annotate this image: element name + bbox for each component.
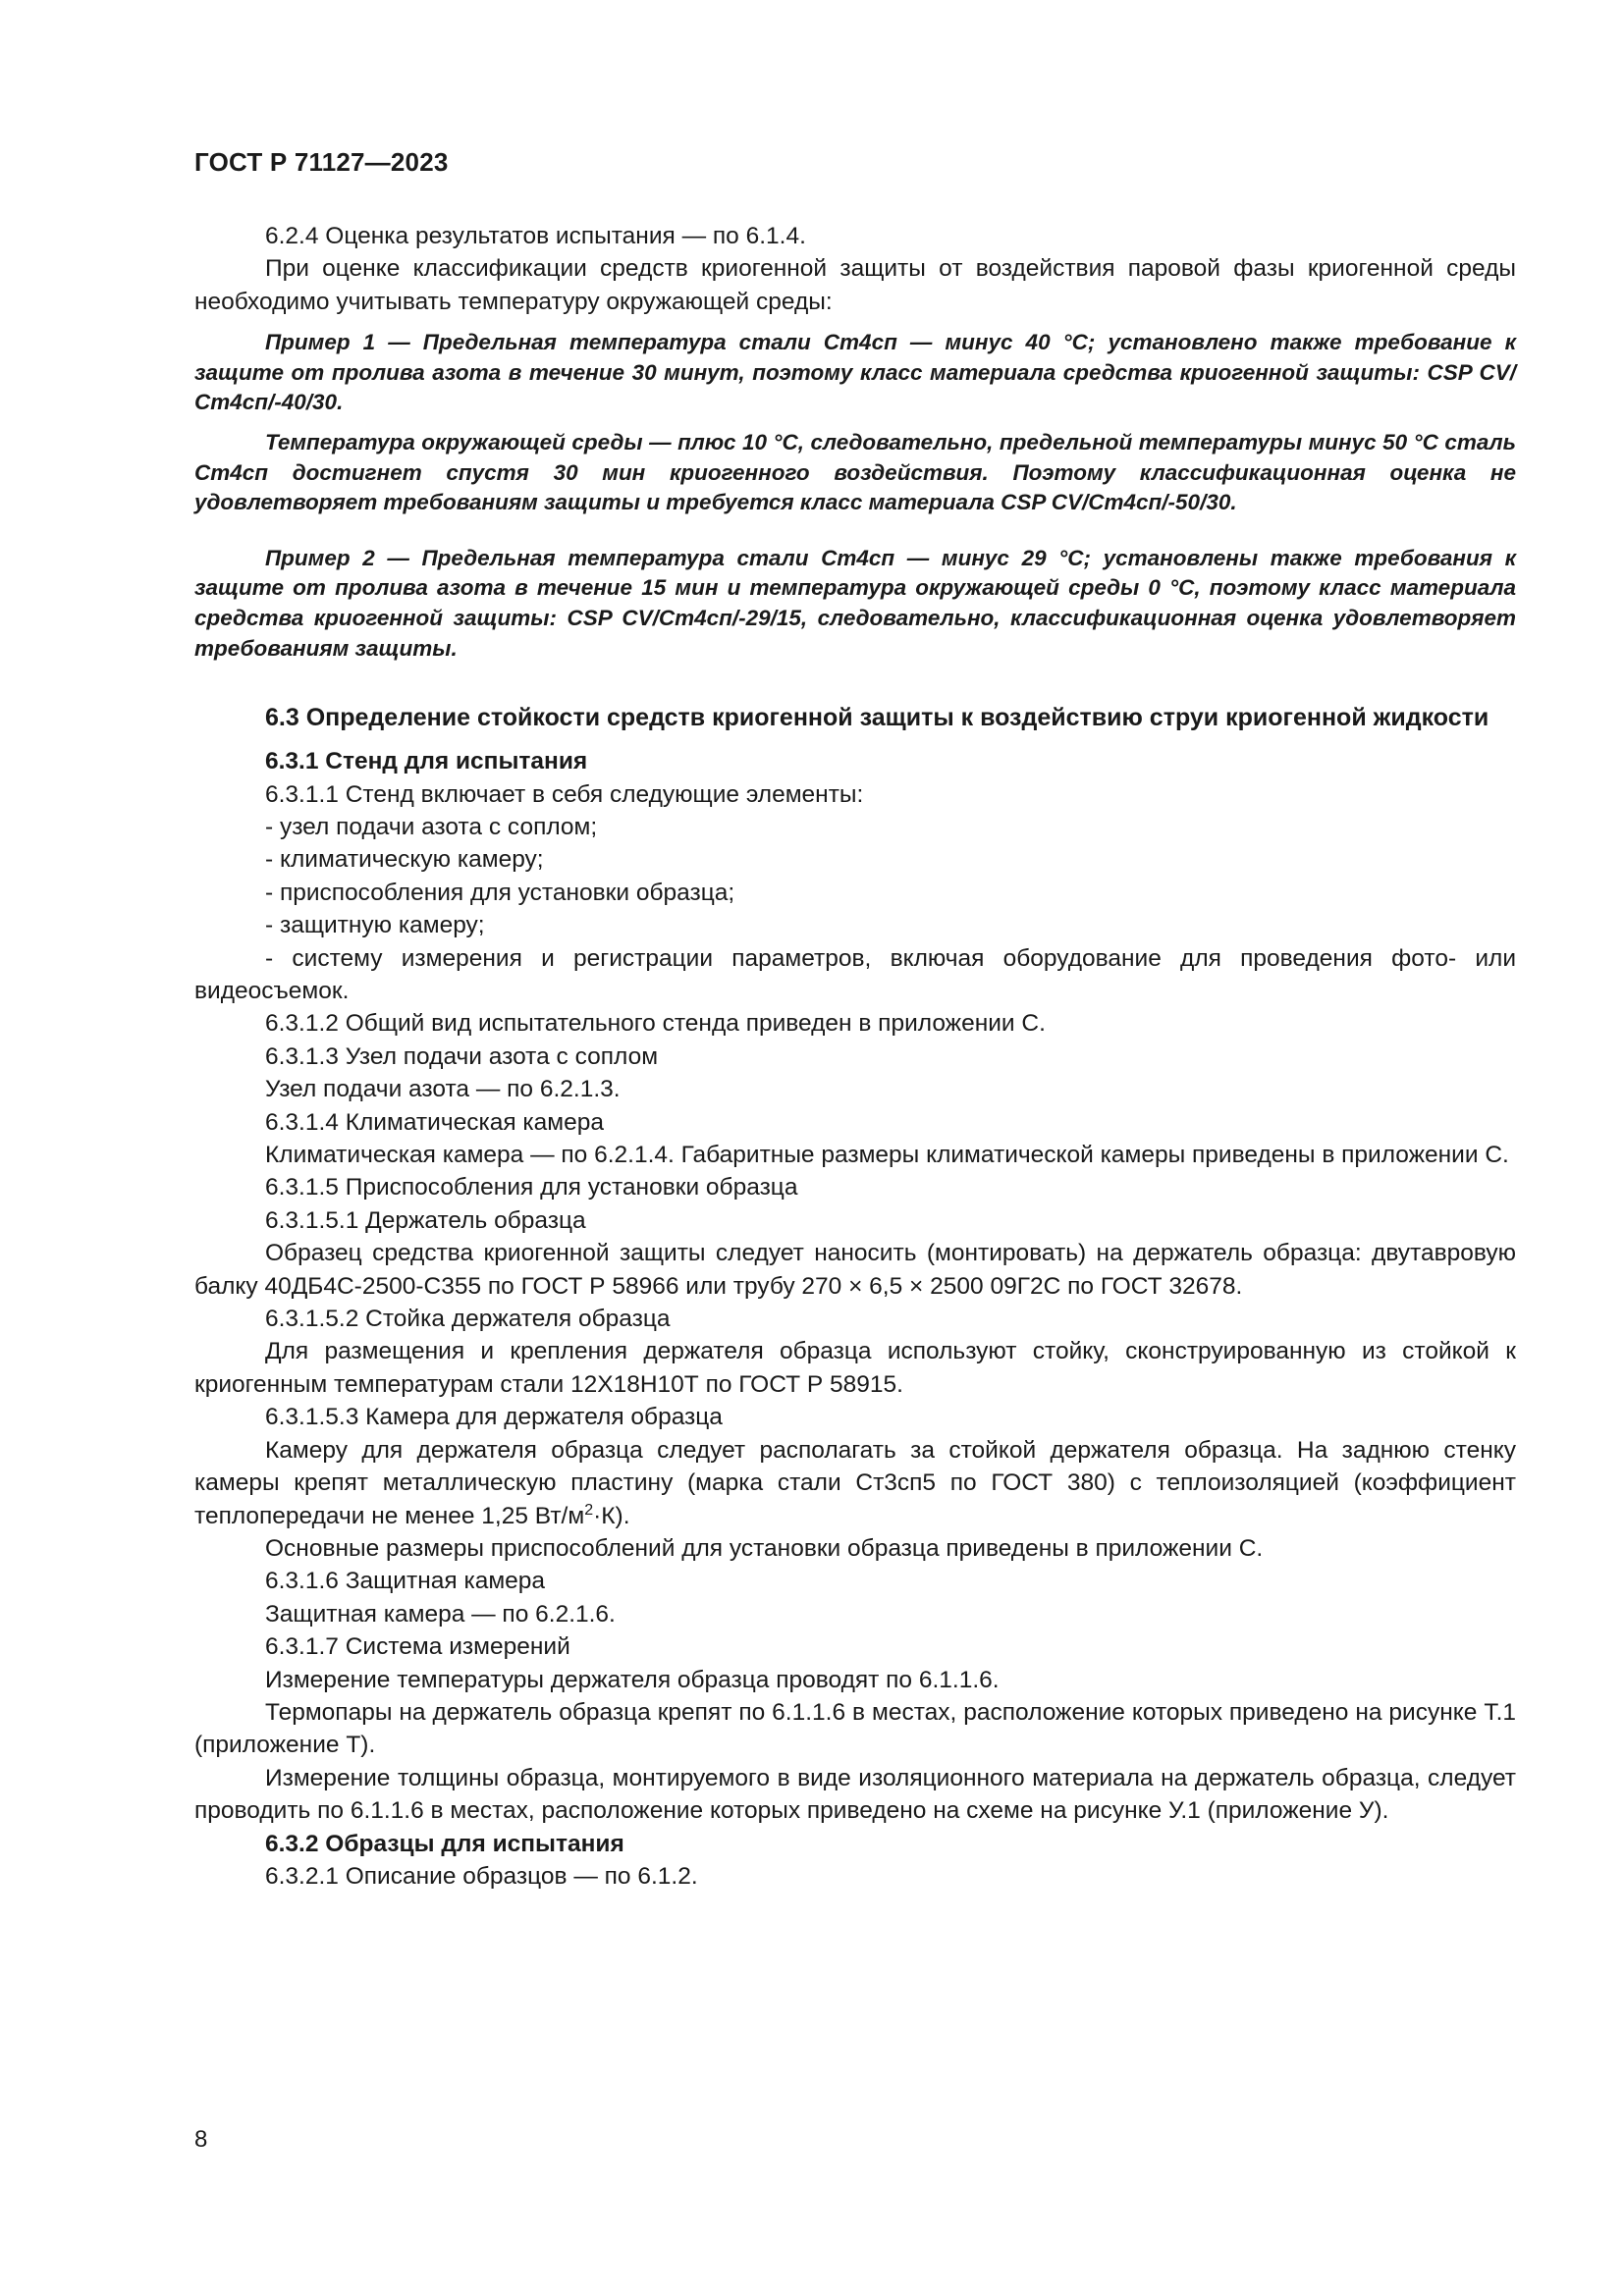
heading-6-3-2: 6.3.2 Образцы для испытания — [265, 1830, 624, 1857]
chamber-description-text: Камеру для держателя образца следует располагать за стойкой держателя образца. На заднюю стенку камеры крепят металлическую пластину (марка стали Ст3сп5 по ГОСТ 380) с теплоизоляцией (коэффициент теплопередачи не менее 1,25 Вт/м — [194, 1436, 1516, 1529]
clause-6-3-1-1: 6.3.1.1 Стенд включает в себя следующие элементы: — [265, 780, 864, 808]
classification-paragraph: При оценке классификации средств криогенной защиты от воздействия паровой фазы криогенной среды необходимо учитывать температуру окружающей среды: — [194, 255, 1516, 315]
climate-chamber-paragraph: Климатическая камера — по 6.2.1.4. Габаритные размеры климатической камеры приведены в приложении С. — [265, 1142, 1509, 1169]
protective-chamber-paragraph: Защитная камера — по 6.2.1.6. — [265, 1600, 616, 1628]
list-item: - приспособления для установки образца; — [265, 879, 735, 906]
clause-6-3-1-5-2: 6.3.1.5.2 Стойка держателя образца — [265, 1306, 671, 1333]
list-item: - защитную камеру; — [265, 912, 485, 939]
clause-6-3-1-7: 6.3.1.7 Система измерений — [265, 1633, 570, 1661]
clause-6-3-1-6: 6.3.1.6 Защитная камера — [265, 1568, 546, 1595]
page-number: 8 — [194, 2126, 208, 2153]
chamber-description-end: ·К). — [593, 1502, 630, 1529]
thickness-measurement-paragraph: Измерение толщины образца, монтируемого в виде изоляционного материала на держатель образца, следует проводить по 6.1.1.6 в местах, расположение которых приведено на схеме на рисунке У.1 (приложение У). — [194, 1764, 1516, 1825]
main-dimensions-paragraph: Основные размеры приспособлений для установки образца приведены в приложении С. — [265, 1534, 1264, 1562]
heading-6-3-1: 6.3.1 Стенд для испытания — [265, 748, 588, 775]
clause-6-3-1-5-3: 6.3.1.5.3 Камера для держателя образца — [265, 1404, 723, 1431]
document-body — [194, 220, 1516, 1893]
section-6-3-title: 6.3 Определение стойкости средств криогенной защиты к воздействию струи криогенной жидкости — [265, 704, 1489, 732]
clause-6-3-2-1: 6.3.2.1 Описание образцов — по 6.1.2. — [265, 1862, 698, 1890]
example-1-part-b: Температура окружающей среды — плюс 10 °С, следовательно, предельной температуры минус 50 °С сталь Ст4сп достигнет спустя 30 мин криогенного воздействия. Поэтому классификационная оценка не удовлетворяет требованиям защиты и требуется класс материала CSP CV/Ст4сп/-50/30. — [194, 430, 1516, 515]
list-item: - систему измерения и регистрации параметров, включая оборудование для проведения фото- или видеосъемок. — [194, 944, 1516, 1004]
list-item: - климатическую камеру; — [265, 846, 544, 874]
thermocouples-paragraph: Термопары на держатель образца крепят по 6.1.1.6 в местах, расположение которых приведено на рисунке Т.1 (приложение Т). — [194, 1698, 1516, 1759]
clause-6-3-1-3: 6.3.1.3 Узел подачи азота с соплом — [265, 1042, 659, 1070]
clause-6-2-4: 6.2.4 Оценка результатов испытания — по 6.1.4. — [265, 223, 806, 249]
list-item: - узел подачи азота с соплом; — [265, 813, 598, 840]
clause-6-3-1-5: 6.3.1.5 Приспособления для установки образца — [265, 1174, 798, 1201]
stand-description-paragraph: Для размещения и крепления держателя образца используют стойку, сконструированную из стойкой к криогенным температурам стали 12Х18Н10Т по ГОСТ Р 58915. — [194, 1338, 1516, 1398]
chamber-description-paragraph — [194, 1434, 1516, 1532]
clause-6-3-1-4: 6.3.1.4 Климатическая камера — [265, 1108, 605, 1136]
example-2: Пример 2 — Предельная температура стали Ст4сп — минус 29 °С; установлены также требования к защите от пролива азота в течение 15 мин и температура окружающей среды 0 °С, поэтому класс материала средства криогенной защиты: CSP CV/Ст4сп/-29/15, следовательно, классификационная оценка удовлетворяет требованиям защиты. — [194, 545, 1516, 661]
clause-6-3-1-2: 6.3.1.2 Общий вид испытательного стенда приведен в приложении С. — [265, 1010, 1046, 1038]
nitrogen-unit-paragraph: Узел подачи азота — по 6.2.1.3. — [265, 1076, 621, 1103]
temperature-measurement-paragraph: Измерение температуры держателя образца проводят по 6.1.1.6. — [265, 1666, 1000, 1693]
document-code-header: ГОСТ Р 71127—2023 — [194, 147, 449, 177]
example-1-part-a: Пример 1 — Предельная температура стали Ст4сп — минус 40 °С; установлено также требование к защите от пролива азота в течение 30 минут, поэтому класс материала средства криогенной защиты: CSP CV/Ст4сп/-40/30. — [194, 330, 1516, 415]
sample-holder-paragraph: Образец средства криогенной защиты следует наносить (монтировать) на держатель образца: двутавровую балку 40ДБ4С-2500-С355 по ГОСТ Р 58966 или трубу 270 × 6,5 × 2500 09Г2С по ГОСТ 32678. — [194, 1240, 1516, 1300]
clause-6-3-1-5-1: 6.3.1.5.1 Держатель образца — [265, 1206, 586, 1234]
superscript-exponent: 2 — [584, 1501, 594, 1519]
